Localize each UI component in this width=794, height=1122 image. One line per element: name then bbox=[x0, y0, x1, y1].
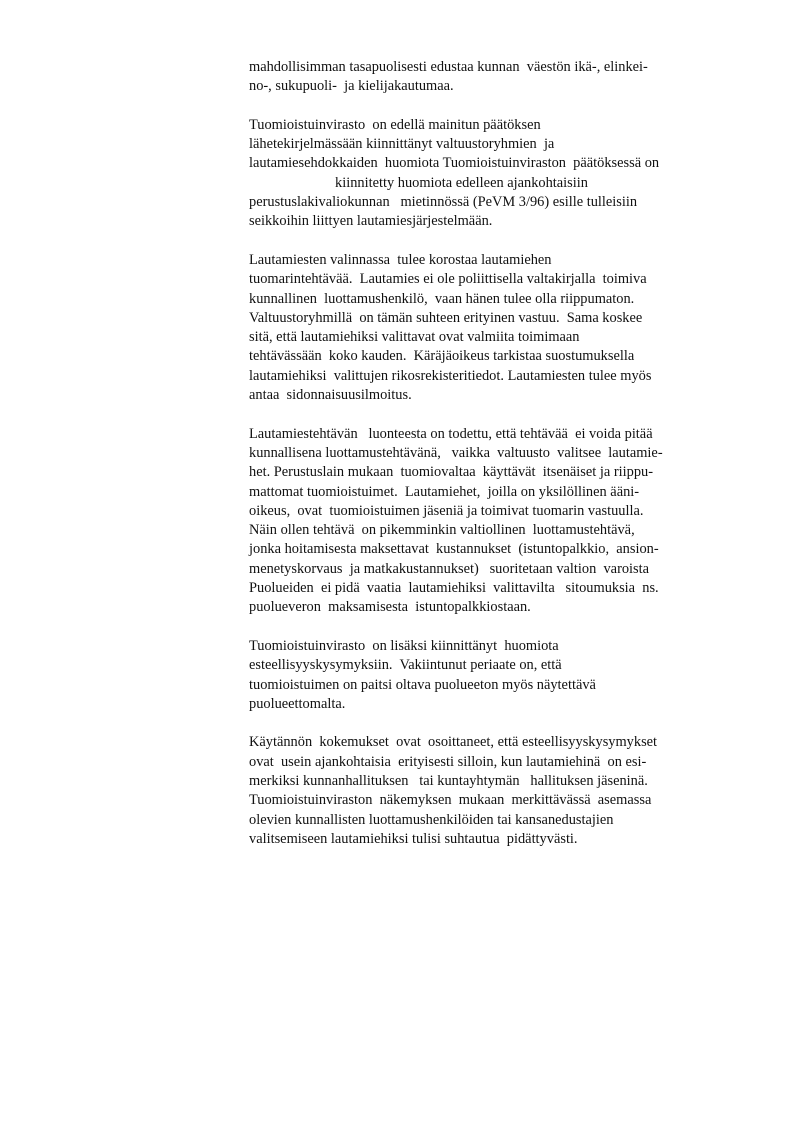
text-line: Lautamiesten valinnassa tulee korostaa lautamiehen bbox=[249, 251, 552, 268]
text-line: lautamiehiksi valittujen rikosrekisteritiedot. Lautamiesten tulee myös bbox=[249, 367, 652, 384]
text-line: puolueettomalta. bbox=[249, 695, 346, 712]
text-line: seikkoihin liittyen lautamiesjärjestelmään. bbox=[249, 213, 493, 230]
text-line: mahdollisimman tasapuolisesti edustaa kunnan väestön ikä-, elinkei- bbox=[249, 59, 648, 75]
text-line: kunnallinen luottamushenkilö, vaan hänen tulee olla riippumaton. bbox=[249, 290, 635, 307]
paragraph-disqualification bbox=[249, 637, 749, 714]
text-line: Käytännön kokemukset ovat osoittaneet, että esteellisyyskysymykset bbox=[249, 734, 658, 751]
text-line: Näin ollen tehtävä on pikemminkin valtiollinen luottamustehtävä, bbox=[249, 522, 635, 539]
text-line: kiinnitetty huomiota edelleen ajankohtaisiin bbox=[335, 174, 588, 191]
text-line: Lautamiestehtävän luonteesta on todettu, että tehtävää ei voida pitää bbox=[249, 425, 653, 442]
text-line: tuomioistuimen on paitsi oltava puolueeton myös näytettävä bbox=[249, 676, 596, 693]
text-line: antaa sidonnaisuusilmoitus. bbox=[249, 387, 412, 404]
body-text bbox=[249, 58, 749, 868]
paragraph-selection-emphasis bbox=[249, 251, 749, 405]
paragraph-nature-of-duty bbox=[249, 425, 749, 618]
text-line: Puolueiden ei pidä vaatia lautamiehiksi valittavilta sitoumuksia ns. bbox=[249, 580, 659, 597]
text-line: puolueveron maksamisesta istuntopalkkiostaan. bbox=[249, 599, 531, 616]
text-line: olevien kunnallisten luottamushenkilöiden tai kansanedustajien bbox=[249, 811, 614, 828]
text-line: oikeus, ovat tuomioistuimen jäseniä ja toimivat tuomarin vastuulla. bbox=[249, 502, 644, 519]
text-line: esteellisyyskysymyksiin. Vakiintunut periaate on, että bbox=[249, 657, 562, 674]
text-line: no-, sukupuoli- ja kielijakautumaa. bbox=[249, 78, 454, 95]
text-line: lähetekirjelmässään kiinnittänyt valtuustoryhmien ja bbox=[249, 136, 555, 153]
paragraph-representation bbox=[249, 58, 749, 97]
text-line: het. Perustuslain mukaan tuomiovaltaa käyttävät itsenäiset ja riippu- bbox=[249, 464, 654, 481]
text-line: ovat usein ajankohtaisia erityisesti silloin, kun lautamiehinä on esi- bbox=[249, 753, 647, 770]
paragraph-experiences bbox=[249, 733, 749, 849]
text-line: mattomat tuomioistuimet. Lautamiehet, joilla on yksilöllinen ääni- bbox=[249, 483, 640, 500]
text-line: tuomarintehtävää. Lautamies ei ole poliittisella valtakirjalla toimiva bbox=[249, 271, 647, 288]
text-line: Tuomioistuinvirasto on lisäksi kiinnittänyt huomiota bbox=[249, 637, 559, 654]
text-line: Tuomioistuinviraston näkemyksen mukaan merkittävässä asemassa bbox=[249, 792, 652, 809]
text-line: lautamiesehdokkaiden huomiota Tuomioistuinviraston päätöksessä on bbox=[249, 155, 660, 172]
text-line: Tuomioistuinvirasto on edellä mainitun päätöksen bbox=[249, 116, 541, 133]
text-line: sitä, että lautamiehiksi valittavat ovat valmiita toimimaan bbox=[249, 329, 580, 346]
text-line: Valtuustoryhmillä on tämän suhteen erityinen vastuu. Sama koskee bbox=[249, 309, 643, 326]
text-line: kunnallisena luottamustehtävänä, vaikka valtuusto valitsee lautamie- bbox=[249, 444, 663, 461]
text-line: tehtävässään koko kauden. Käräjäoikeus tarkistaa suostumuksella bbox=[249, 348, 635, 365]
text-line: valitsemiseen lautamiehiksi tulisi suhtautua pidättyvästi. bbox=[249, 830, 578, 847]
paragraph-court-agency-notice bbox=[249, 116, 749, 232]
text-line: menetyskorvaus ja matkakustannukset) suoritetaan valtion varoista bbox=[249, 560, 650, 577]
text-line: merkiksi kunnanhallituksen tai kuntayhtymän hallituksen jäseninä. bbox=[249, 772, 648, 789]
text-line: jonka hoitamisesta maksettavat kustannukset (istuntopalkkio, ansion- bbox=[249, 541, 659, 558]
text-line: perustuslakivaliokunnan mietinnössä (PeVM 3/96) esille tulleisiin bbox=[249, 194, 638, 211]
